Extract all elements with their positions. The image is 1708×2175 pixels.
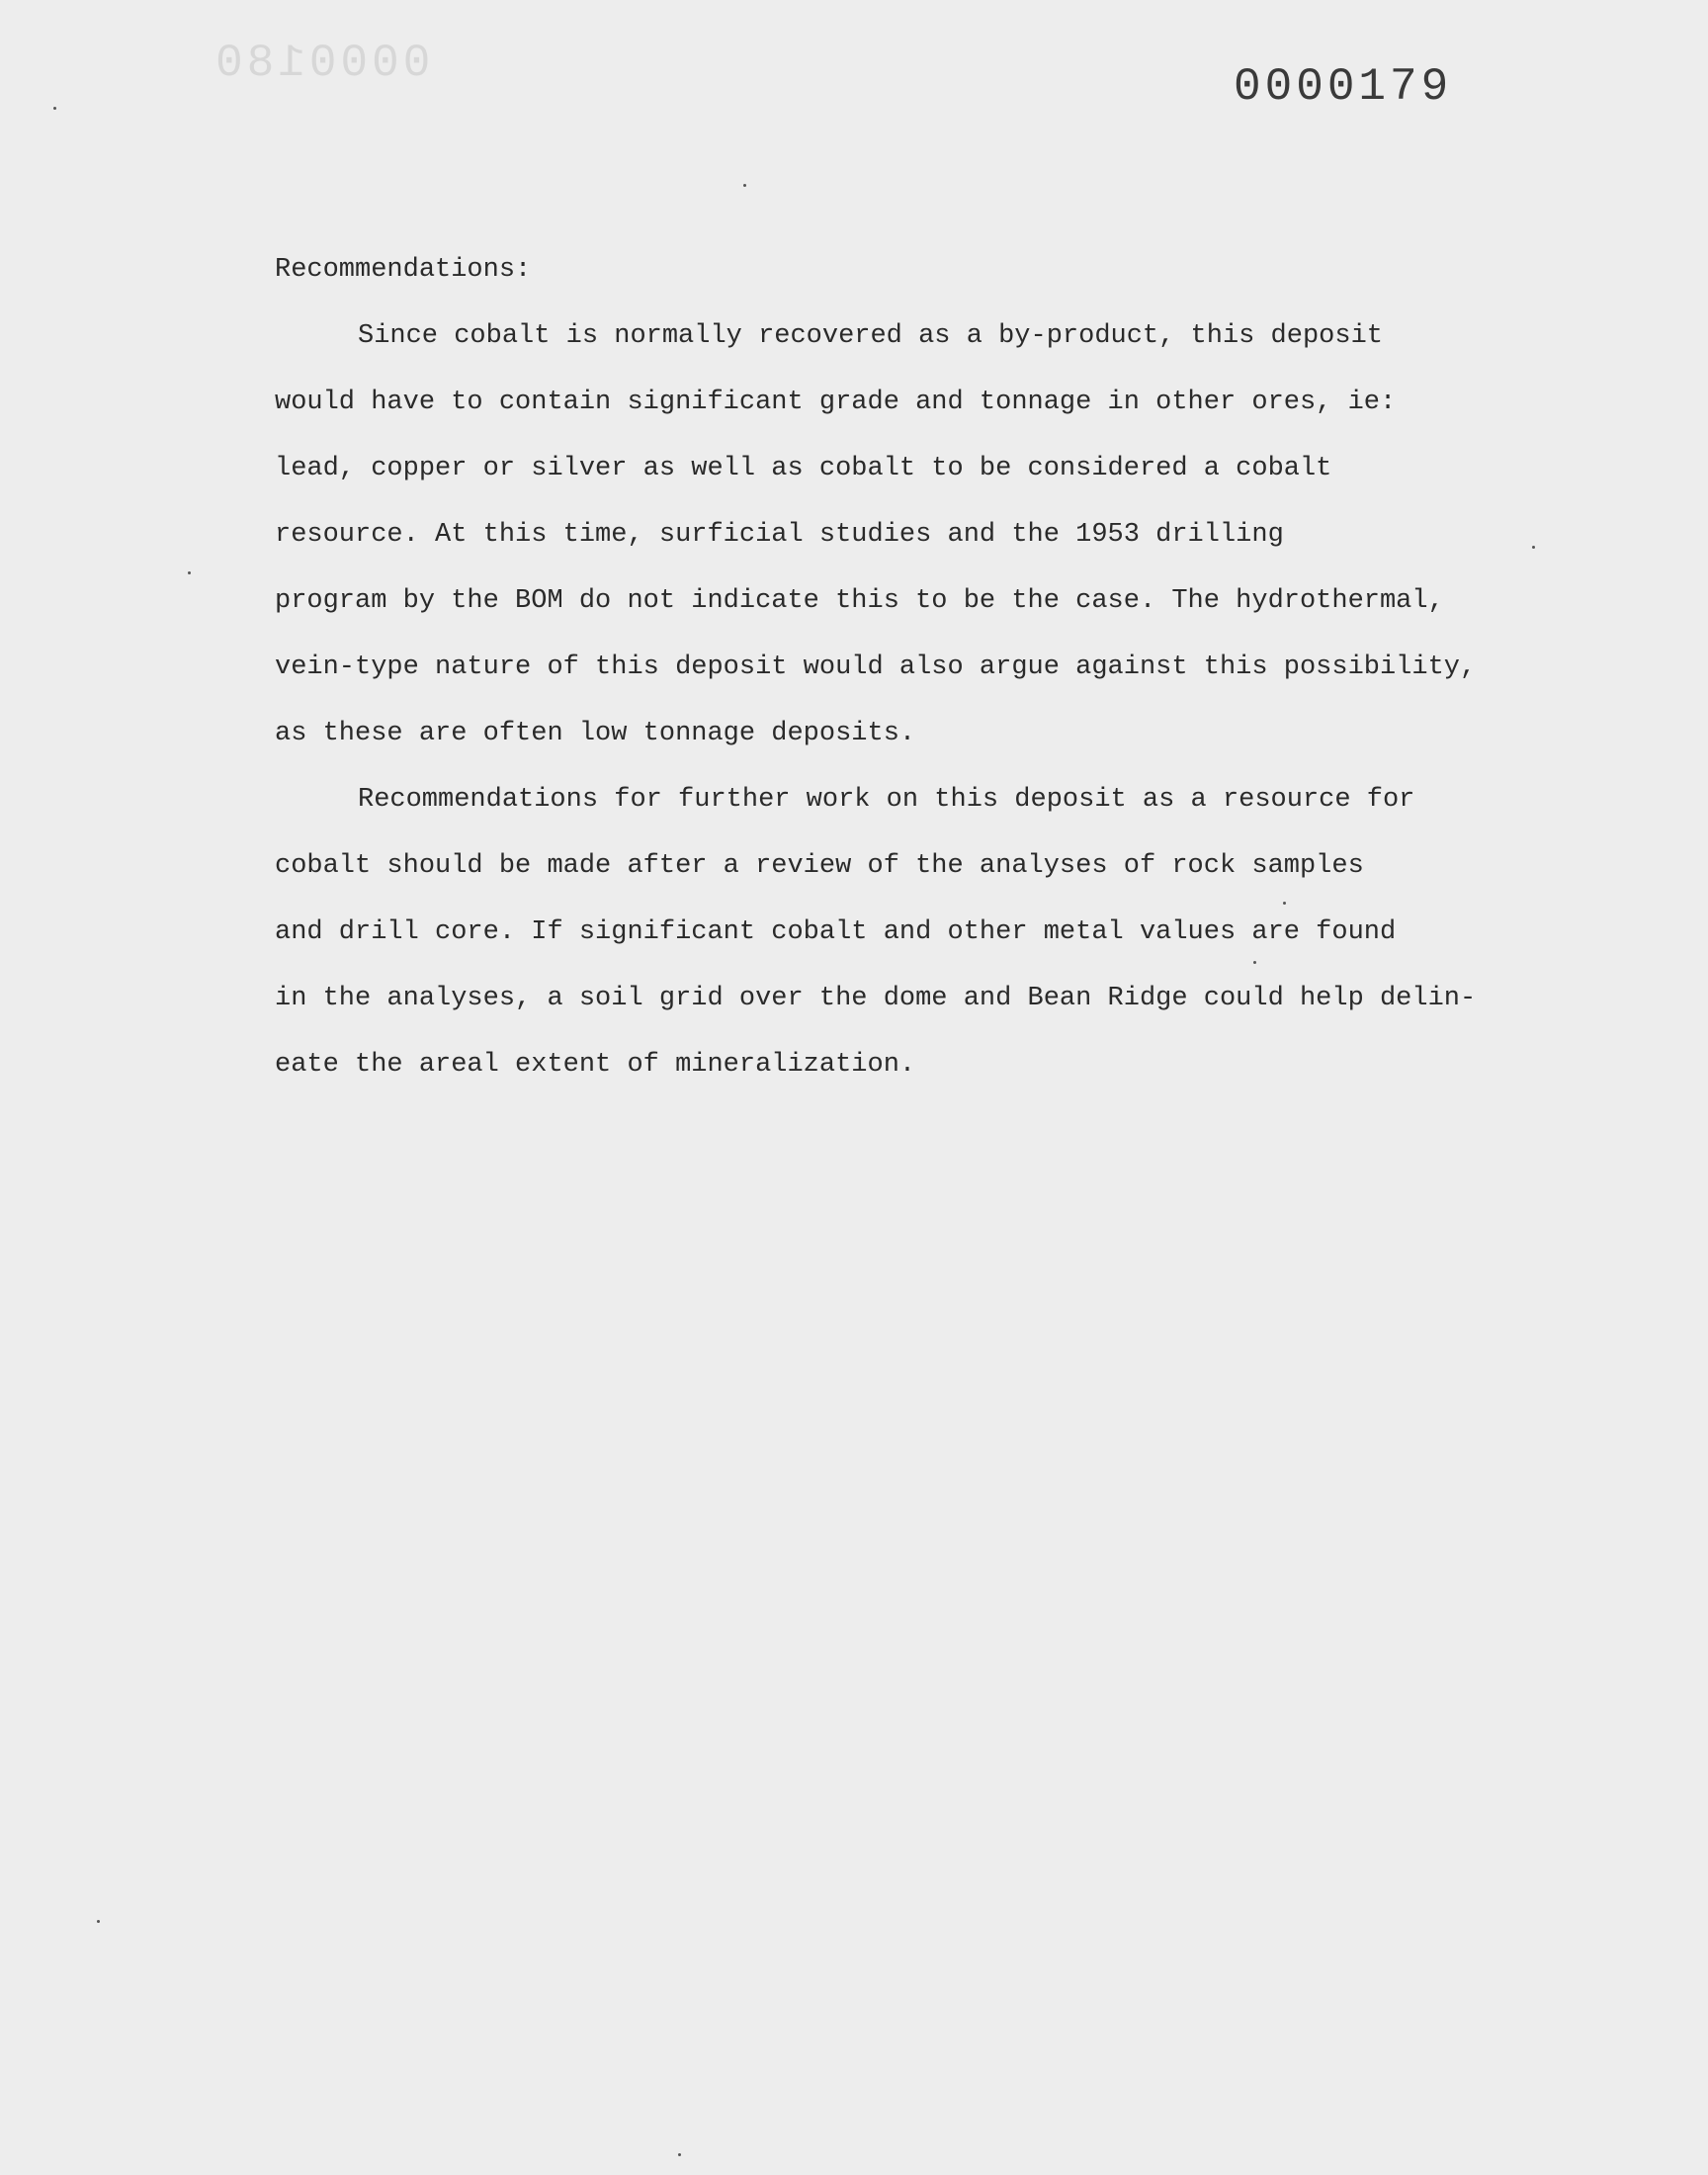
paragraph-line: lead, copper or silver as well as cobalt to be considered a cobalt — [275, 454, 1332, 483]
scan-speck — [678, 2153, 681, 2156]
paragraph-line: Since cobalt is normally recovered as a by-product, this deposit — [358, 321, 1383, 351]
document-body — [275, 237, 1520, 1098]
paragraph-line: would have to contain significant grade and tonnage in other ores, ie: — [275, 388, 1397, 417]
paragraph-line: eate the areal extent of mineralization. — [275, 1050, 916, 1080]
paragraph-2 — [275, 767, 1520, 1098]
page-number: 0000179 — [1234, 61, 1453, 113]
scan-speck — [188, 571, 191, 574]
stamp-bleed-through: 0000180 — [212, 38, 431, 89]
paragraph-line: vein-type nature of this deposit would also argue against this possibility, — [275, 652, 1477, 682]
scan-speck — [743, 184, 746, 187]
paragraph-line: resource. At this time, surficial studies and the 1953 drilling — [275, 520, 1284, 550]
scan-speck — [1532, 546, 1535, 549]
paragraph-line: cobalt should be made after a review of the analyses of rock samples — [275, 851, 1364, 881]
scan-speck — [1283, 902, 1286, 905]
paragraph-line: program by the BOM do not indicate this to be the case. The hydrothermal, — [275, 586, 1444, 616]
scan-speck — [53, 107, 56, 110]
paragraph-1 — [275, 304, 1520, 767]
paragraph-line: in the analyses, a soil grid over the dome and Bean Ridge could help delin- — [275, 984, 1477, 1013]
scan-speck — [97, 1920, 100, 1923]
scan-speck — [1253, 961, 1256, 964]
section-heading: Recommendations: — [275, 255, 532, 285]
paragraph-line: Recommendations for further work on this deposit as a resource for — [358, 785, 1415, 815]
paragraph-line: as these are often low tonnage deposits. — [275, 719, 916, 748]
paragraph-line: and drill core. If significant cobalt and other metal values are found — [275, 917, 1397, 947]
